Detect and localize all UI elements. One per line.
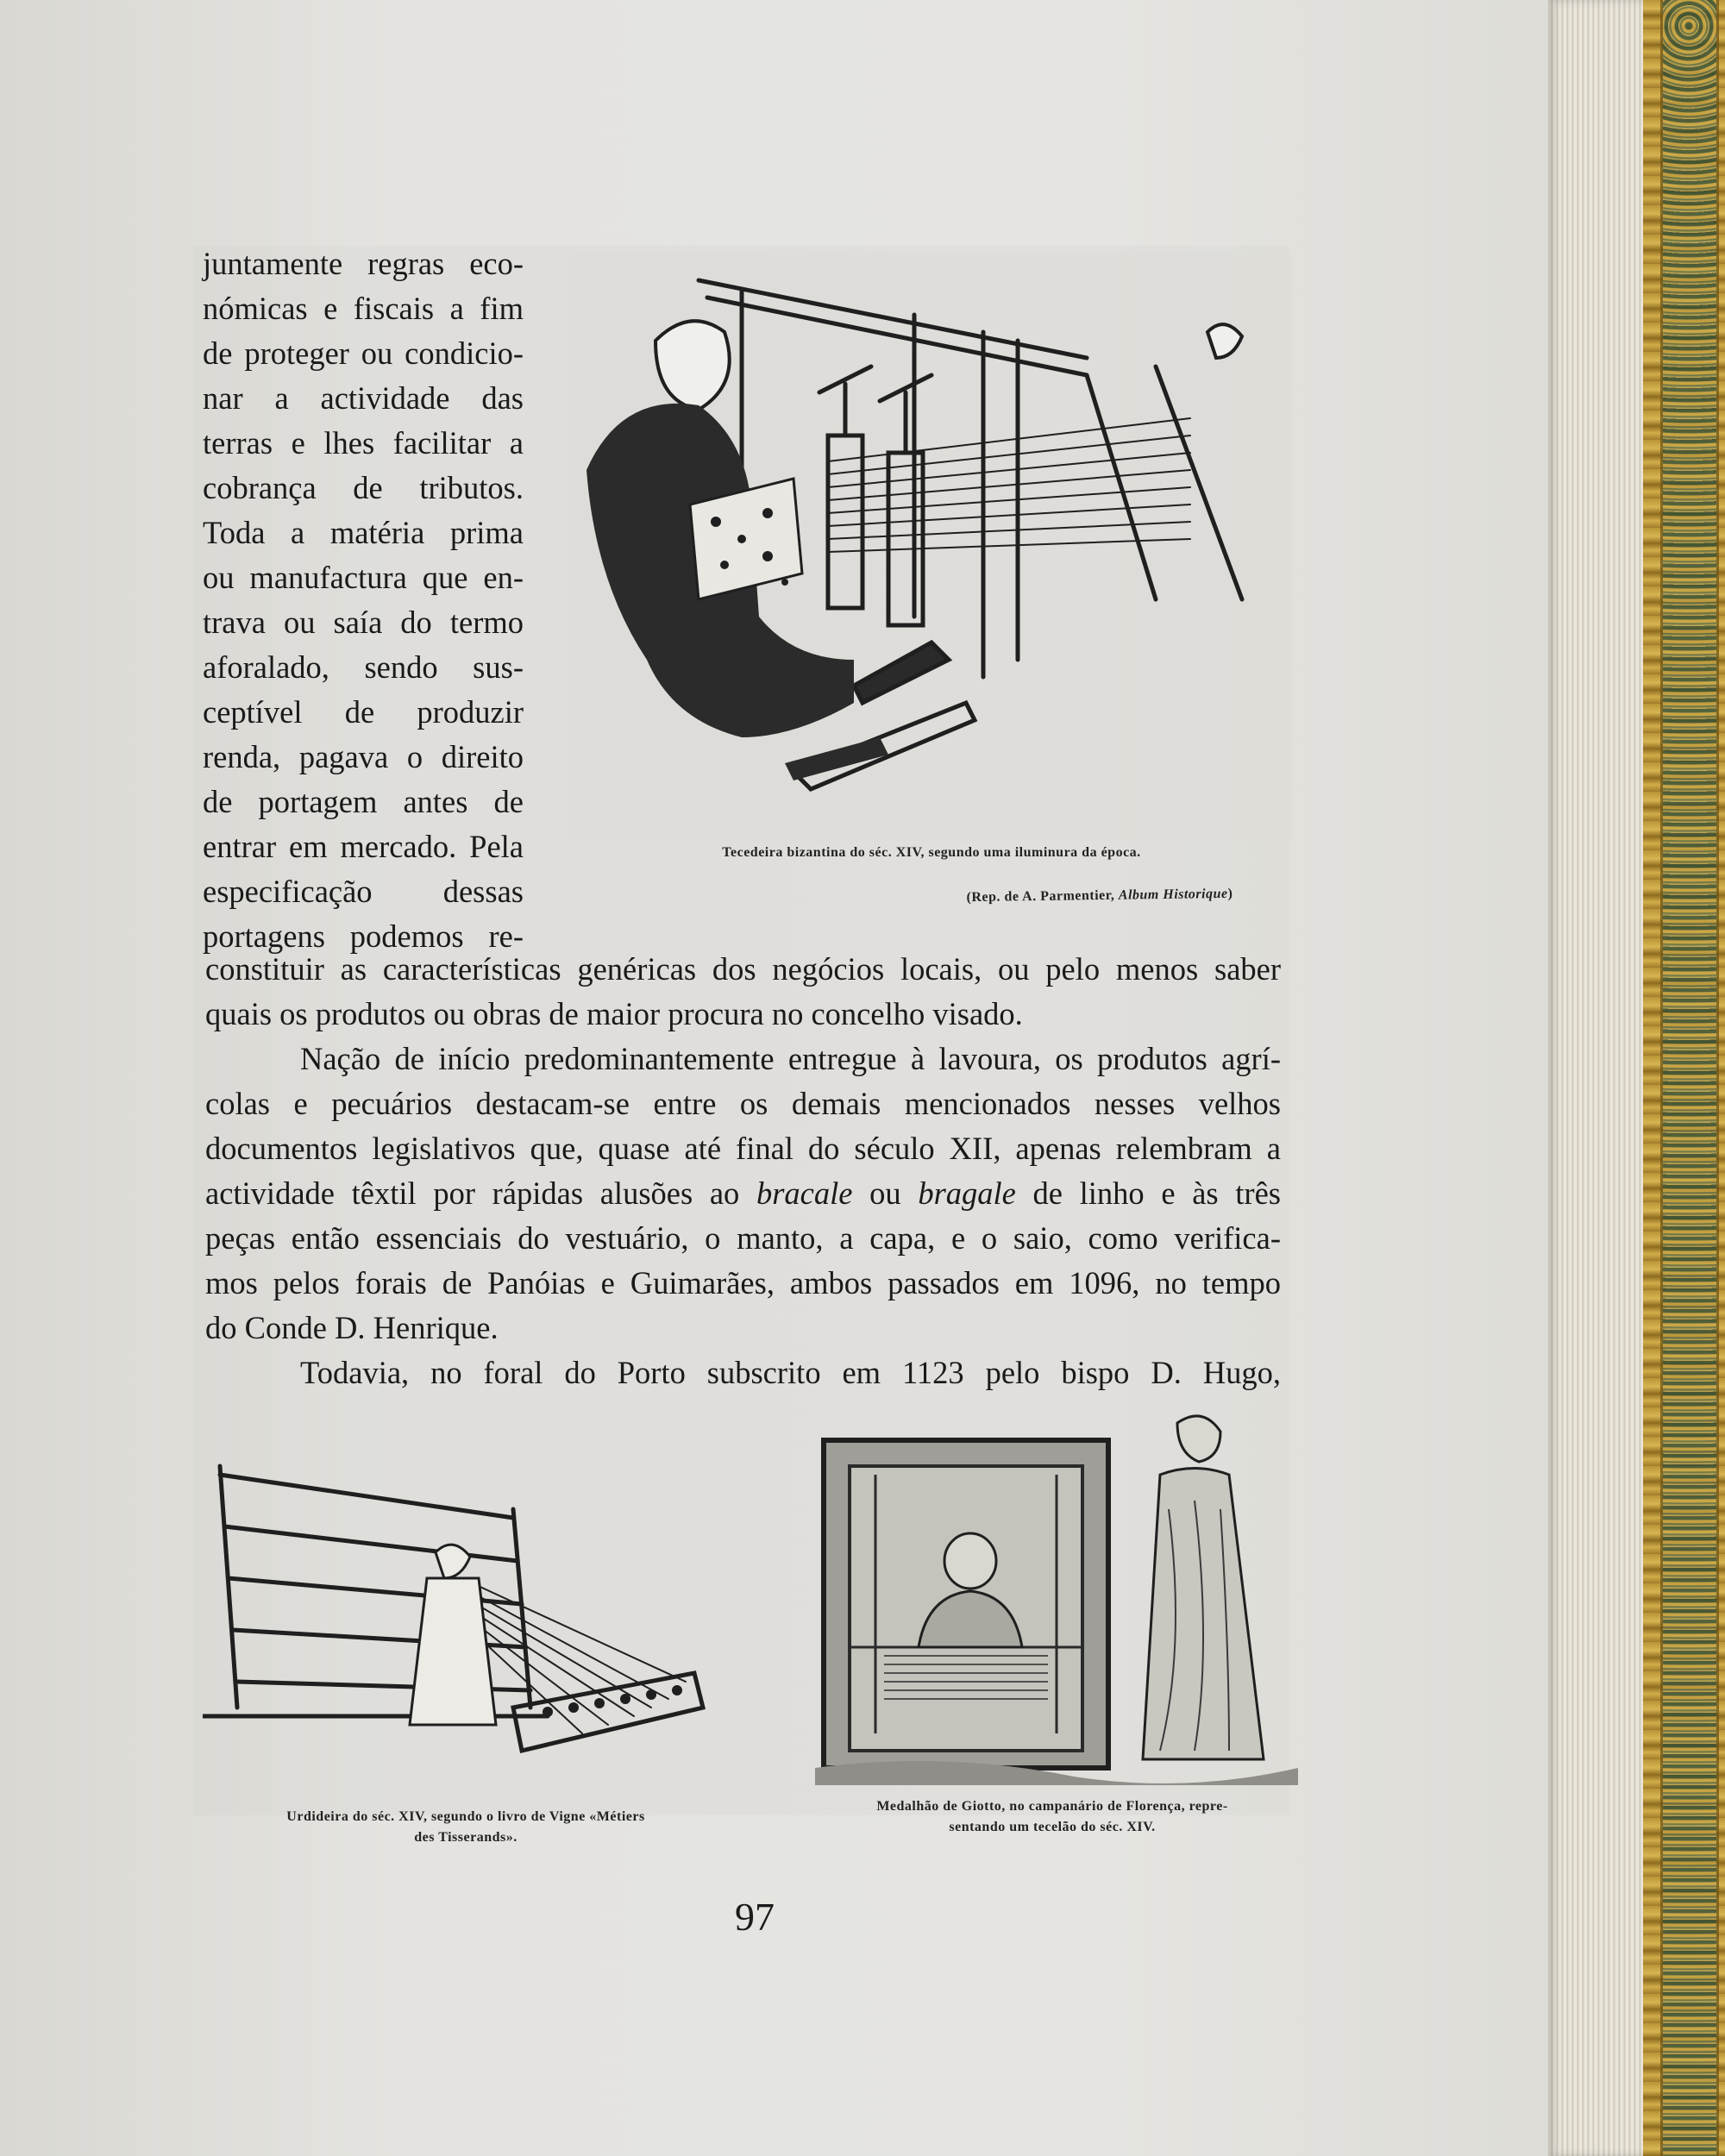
text-line: especificação dessas [203, 874, 524, 909]
italic-term-bragale: bragale [918, 1175, 1016, 1211]
text-segment: actividade têxtil por rápidas alusões ao [205, 1175, 740, 1211]
text-line: Nação de início predominantemente entregue à lavoura, os produtos agrí- [300, 1041, 1281, 1076]
text-line: entrar em mercado. Pela [203, 829, 524, 864]
text-line: do Conde D. Henrique. [205, 1310, 499, 1345]
weaver-caption: Tecedeira bizantina do séc. XIV, segundo uma iluminura da época. [722, 845, 1141, 860]
warper-caption-line2: des Tisserands». [414, 1830, 518, 1845]
full-width-paragraphs [205, 947, 1281, 1395]
text-line: constituir as características genéricas dos negócios locais, ou pelo menos saber [205, 951, 1281, 987]
page-edges [1548, 0, 1647, 2156]
credit-suffix: ) [1227, 886, 1233, 901]
text-line: trava ou saía do termo [203, 605, 524, 640]
weaver-loom-drawing [569, 254, 1294, 841]
text-line: colas e pecuários destacam-se entre os demais mencionados nesses velhos [205, 1086, 1281, 1121]
warping-frame-drawing [203, 1449, 712, 1794]
text-line: aforalado, sendo sus- [203, 649, 524, 685]
text-line: juntamente regras eco- [203, 246, 524, 281]
text-line: portagens podemos re- [203, 918, 524, 954]
text-line: renda, pagava o direito [203, 739, 524, 774]
page-number: 97 [735, 1895, 775, 1939]
text-line-with-italics [205, 1171, 1281, 1216]
text-segment: de linho e às três [1032, 1175, 1281, 1211]
credit-title: Album Historique [1118, 886, 1228, 903]
text-line: cobrança de tributos. [203, 470, 524, 505]
text-line: de portagem antes de [203, 784, 524, 819]
text-line: peças então essenciais do vestuário, o manto, a capa, e o saio, como verifica- [205, 1220, 1281, 1256]
text-line: documentos legislativos que, quase até final do século XII, apenas relembram a [205, 1131, 1281, 1166]
left-column-paragraph [203, 241, 524, 959]
text-line: nómicas e fiscais a fim [203, 291, 524, 326]
credit-prefix: (Rep. de A. Parmentier, [966, 887, 1115, 906]
text-line: ou manufactura que en- [203, 560, 524, 595]
giotto-caption-line1: Medalhão de Giotto, no campanário de Florença, repre- [876, 1799, 1228, 1814]
weaver-illustration [569, 254, 1294, 841]
text-line: quais os produtos ou obras de maior procura no concelho visado. [205, 996, 1023, 1031]
text-line: nar a actividade das [203, 380, 524, 416]
text-line: Toda a matéria prima [203, 515, 524, 550]
text-line: de proteger ou condicio- [203, 335, 524, 371]
text-line: mos pelos forais de Panóias e Guimarães, ambos passados em 1096, no tempo [205, 1265, 1281, 1300]
text-line: ceptível de produzir [203, 694, 524, 730]
text-line: Todavia, no foral do Porto subscrito em 1123 pelo bispo D. Hugo, [300, 1355, 1281, 1390]
gilt-ornament-pattern [1660, 0, 1719, 2156]
giotto-caption-line2: sentando um tecelão do séc. XIV. [949, 1820, 1156, 1834]
giotto-medallion-illustration [815, 1388, 1298, 1785]
warper-illustration [203, 1449, 712, 1794]
text-line: terras e lhes facilitar a [203, 425, 524, 461]
text-segment: ou [869, 1175, 901, 1211]
giotto-relief-drawing [815, 1388, 1298, 1785]
italic-term-bracale: bracale [756, 1175, 853, 1211]
warper-caption-line1: Urdideira do séc. XIV, segundo o livro de Vigne «Métiers [286, 1809, 645, 1824]
